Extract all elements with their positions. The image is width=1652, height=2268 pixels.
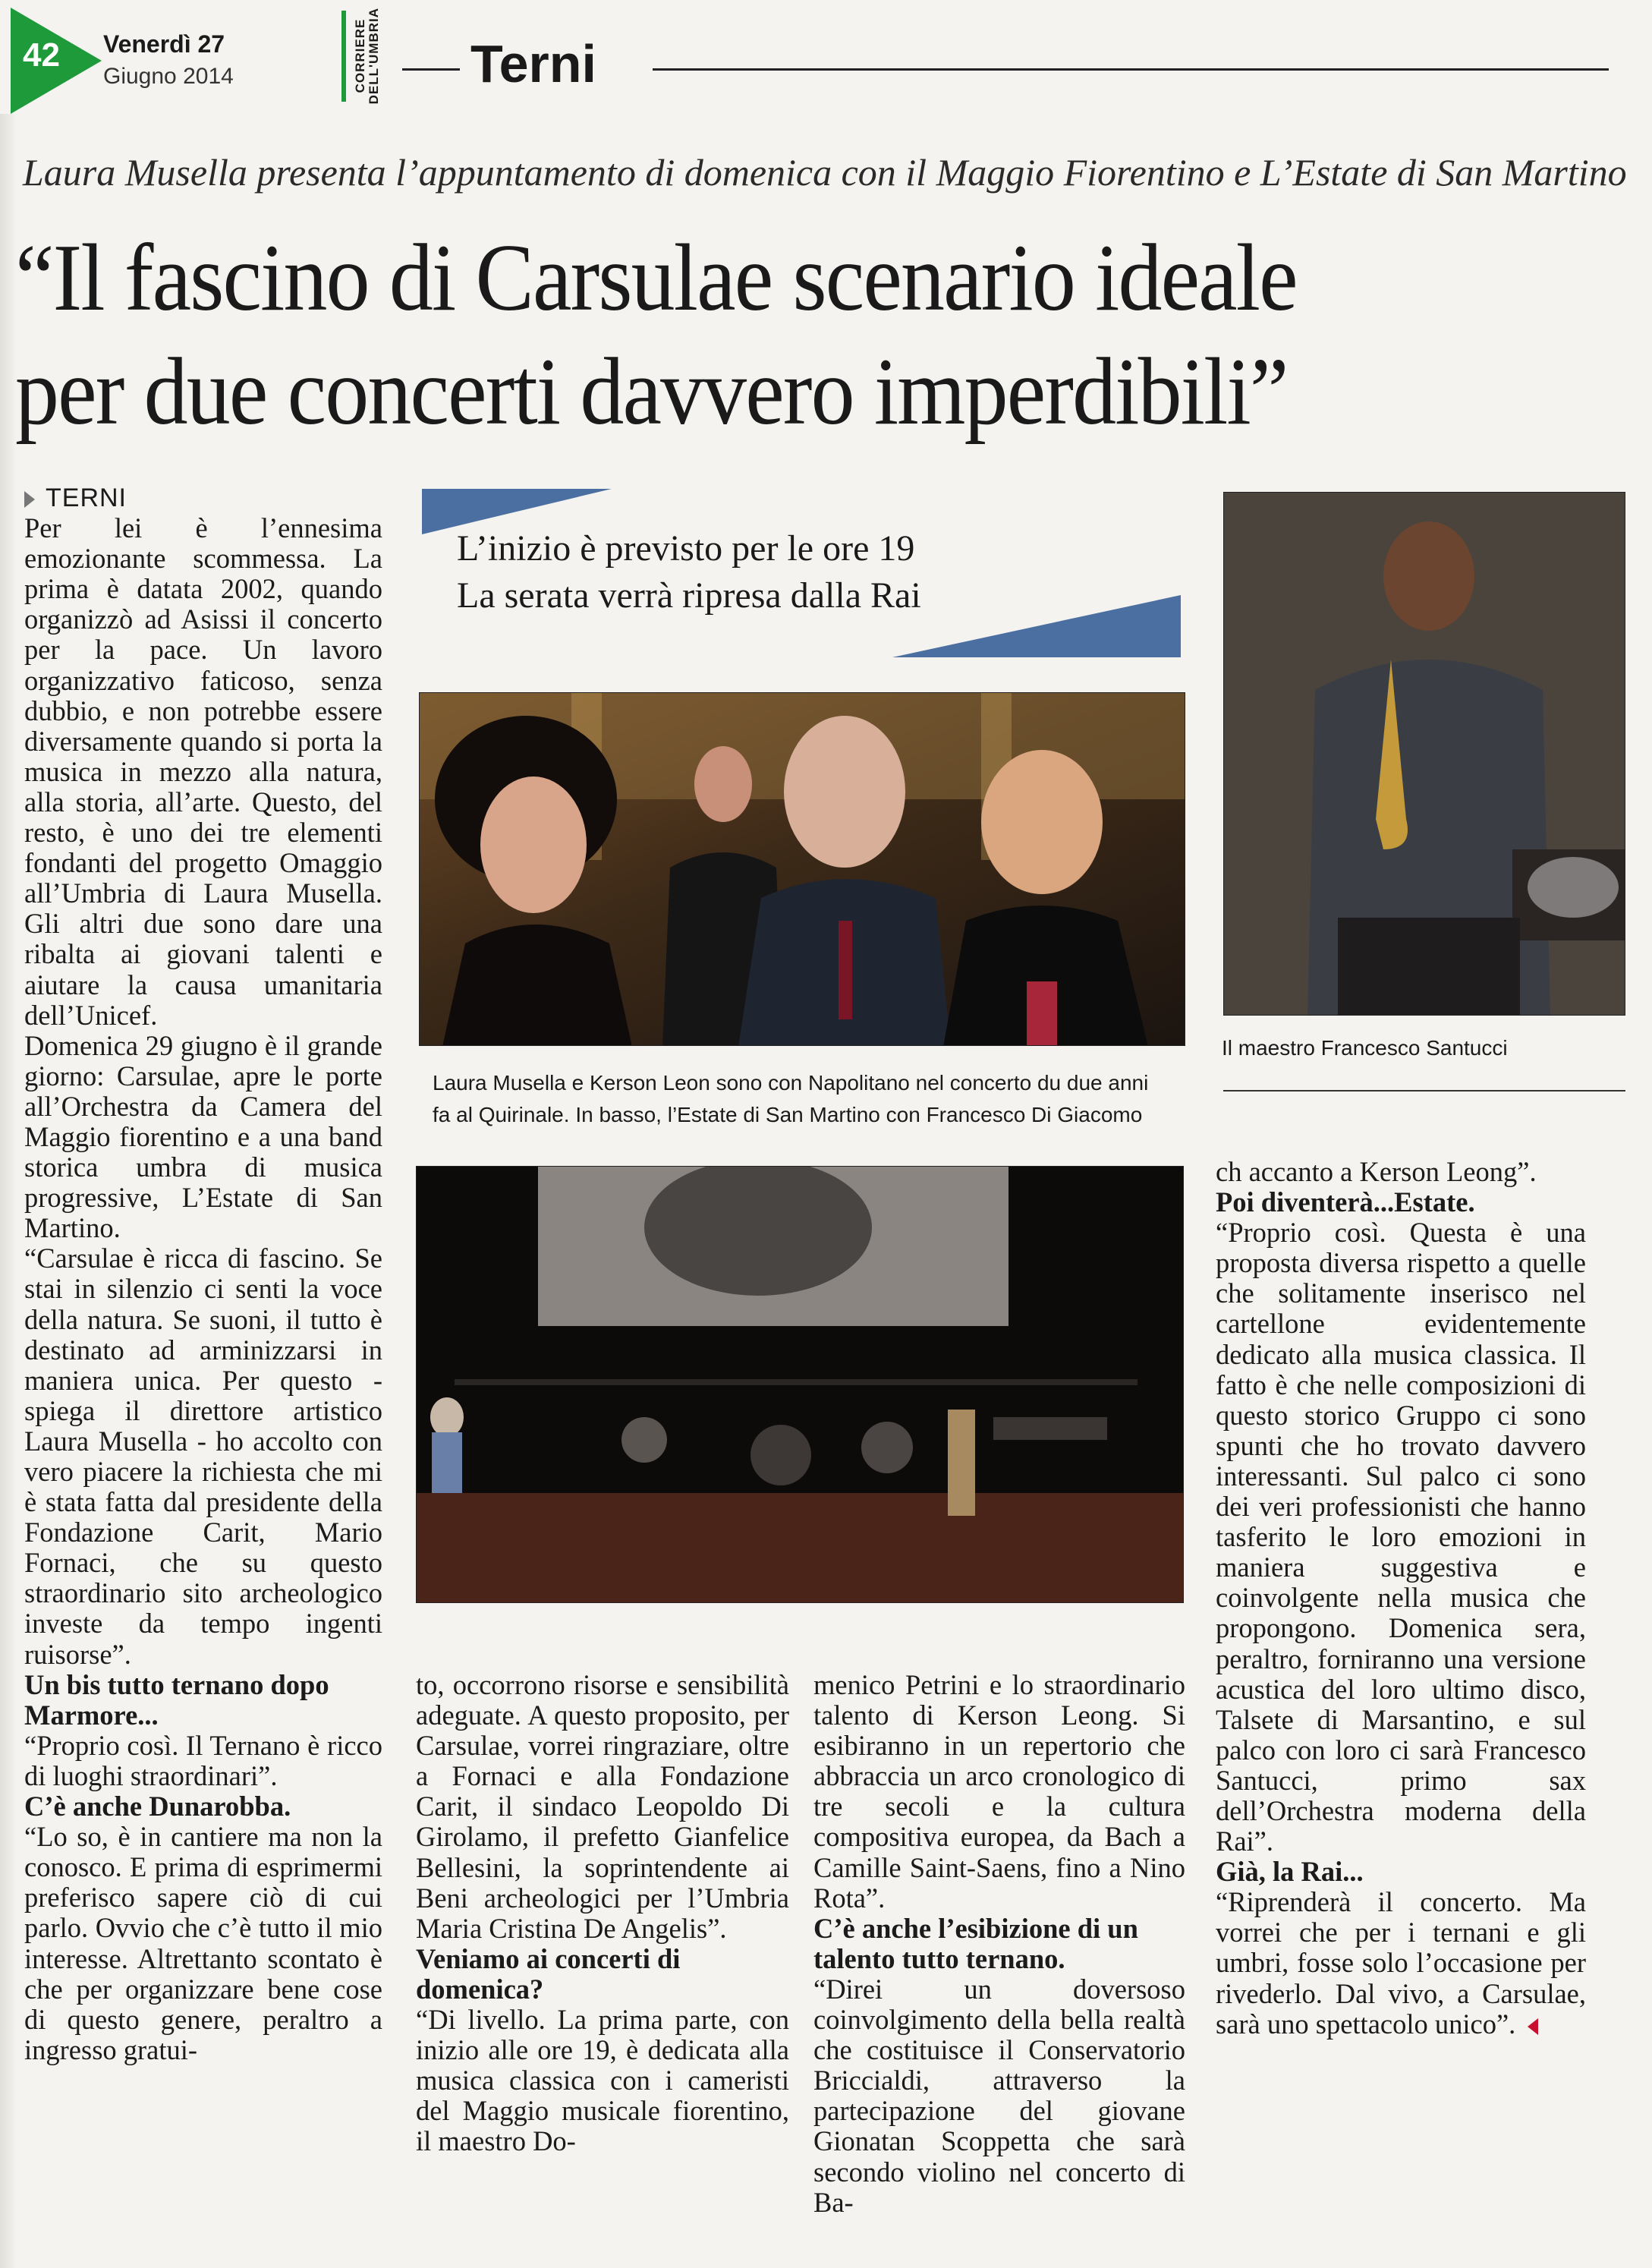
caption-main-line-2: fa al Quirinale. In basso, l’Estate di San Martino con Francesco Di Giacomo — [433, 1103, 1143, 1126]
paragraph: “Lo so, è in cantiere ma non la conosco. E prima di esprimermi preferisco sapere ciò di cui parlo. Ovvio che c’è tutto il mio interesse. Altrettanto scontato è che per organizzare bene cose di questo genere, peraltro a ingresso gratui- — [24, 1821, 382, 2065]
issue-month-year: Giugno 2014 — [103, 64, 234, 89]
caption-main-line-1: Laura Musella e Kerson Leon sono con Napolitano nel concerto du due anni — [433, 1071, 1149, 1095]
interview-question: Veniamo ai concerti di domenica? — [416, 1942, 681, 2005]
header-rule-right — [653, 68, 1609, 71]
logo-line-2: DELL'UMBRIA — [367, 8, 381, 105]
paragraph: “Proprio così. Il Ternano è ricco di luoghi straordinari”. — [24, 1729, 382, 1791]
newspaper-logo — [341, 8, 389, 105]
paragraph — [1216, 1887, 1586, 2039]
interview-question: Già, la Rai... — [1216, 1856, 1364, 1888]
paragraph: menico Petrini e lo straordinario talento di Kerson Leong. Si esibiranno in un repertorio che abbraccia un arco cronologico di tre secoli e la cultura compositiva europea, da Bach a Camille Saint-Saens, fino a Nino Rota”. — [813, 1669, 1185, 1914]
article-column-3 — [813, 1670, 1185, 2218]
interview-question: C’è anche l’esibizione di un talento tutto ternano. — [813, 1912, 1138, 1974]
photo-caption-main — [433, 1067, 1191, 1131]
photo-band-stage — [416, 1166, 1184, 1603]
article-headline — [15, 222, 1509, 449]
article-column-2 — [416, 1670, 789, 2157]
photo-santucci — [1223, 492, 1625, 1016]
headline-line-2: per due concerti davvero imperdibili” — [15, 339, 1288, 445]
page-edge-shadow — [0, 114, 17, 2268]
caption-rule — [1223, 1090, 1625, 1091]
interview-question: Poi diventerà...Estate. — [1216, 1186, 1475, 1218]
header-rule-left — [402, 68, 460, 71]
paragraph: “Di livello. La prima parte, con inizio alle ore 19, è dedicata alla musica classica con i cameristi del Maggio musicale fiorentino, il maestro Do- — [416, 2004, 789, 2157]
closing-paragraph: “Riprenderà il concerto. Ma vorrei che per i ternani e gli umbri, fosse solo l’occasione per rivederlo. Dal vivo, a Carsulae, sarà uno spettacolo unico”. — [1216, 1886, 1586, 2040]
photo-quirinale — [419, 692, 1185, 1046]
article-dateline — [24, 483, 382, 513]
paragraph: to, occorrono risorse e sensibilità adeguate. A questo proposito, per Carsulae, vorrei ringraziare, oltre a Fornaci e alla Fondazione Carit, il sindaco Leopoldo Di Girolamo, il prefetto Gianfelice Bellesini, la soprintendente ai Beni archeologici per l’Umbria Maria Cristina De Angelis”. — [416, 1669, 789, 1944]
dateline-text: TERNI — [46, 484, 127, 512]
logo-line-1: CORRIERE — [353, 19, 367, 93]
interview-question: C’è anche Dunarobba. — [24, 1791, 291, 1822]
page-number: 42 — [23, 36, 60, 74]
article-end-marker-icon — [1528, 2018, 1538, 2035]
article-kicker: Laura Musella presenta l’appuntamento di domenica con il Maggio Fiorentino e L’Estate di San Martino — [23, 151, 1627, 194]
headline-line-1: “Il fascino di Carsulae scenario ideale — [15, 225, 1297, 331]
section-title: Terni — [470, 34, 596, 93]
dateline-arrow-icon — [24, 491, 35, 508]
paragraph: “Carsulae è ricca di fascino. Se stai in silenzio ci senti la voce della natura. Se suoni, il tutto è destinato ad arminizzarsi in maniera unica. Per questo - spiega il direttore artistico Laura Musella - ho accolto con vero piacere la richiesta che mi è stata fatta dal presidente della Fondazione Carit, Mario Fornaci, che su questo straordinario sito archeologico investe da tempo ingenti ruisorse”. — [24, 1243, 382, 1670]
photo-caption-right: Il maestro Francesco Santucci — [1222, 1036, 1508, 1060]
paragraph: “Direi un doversoso coinvolgimento della bella realtà che costituisce il Conservatorio Briccialdi, attraverso la partecipazione del giovane Gionatan Scoppetta che sarà secondo violino nel concerto di Ba- — [813, 1973, 1185, 2218]
subhead-line-1: L’inizio è previsto per le ore 19 — [457, 528, 915, 569]
issue-day: Venerdì 27 — [103, 30, 225, 58]
paragraph: Per lei è l’ennesima emozionante scommessa. La prima è datata 2002, quando organizzò ad Asissi il concerto per la pace. Un lavoro organizzativo faticoso, senza dubbio, e non potrebbe essere diversamente quando si porta la musica in mezzo alla natura, alla storia, all’arte. Questo, del resto, è uno dei tre elementi fondanti del progetto Omaggio all’Umbria di Laura Musella. Gli altri due sono dare una ribalta ai giovani talenti e aiutare la causa umanitaria dell’Unicef. — [24, 512, 382, 1031]
article-subhead — [457, 525, 1140, 619]
paragraph: Domenica 29 giugno è il grande giorno: Carsulae, apre le porte all’Orchestra da Camera del Maggio fiorentino e a una band storica umbra di musica progressive, L’Estate di San Martino. — [24, 1029, 382, 1244]
paragraph: “Proprio così. Questa è una proposta diversa rispetto a quelle che solitamente inserisco nel cartellone evidentemente dedicato alla musica classica. Il fatto è che nelle composizioni di questo storico Gruppo ci sono spunti che ho trovato davvero interessanti. Sul palco ci sono dei veri professionisti che hanno tasferito le loro emozioni in maniera suggestiva e coinvolgente nella musica che propongono. Domenica sera, peraltro, forniranno una versione acustica del loro ultimo disco, Talsete di Marsantino, e sul palco con loro ci sarà Francesco Santucci, primo sax dell’Orchestra moderna della Rai”. — [1216, 1217, 1586, 1857]
article-column-4 — [1216, 1157, 1586, 2040]
interview-question: Un bis tutto ternano dopo Marmore... — [24, 1668, 329, 1731]
paragraph: ch accanto a Kerson Leong”. — [1216, 1156, 1537, 1187]
subhead-line-2: La serata verrà ripresa dalla Rai — [457, 575, 921, 616]
article-column-1 — [24, 483, 382, 2065]
